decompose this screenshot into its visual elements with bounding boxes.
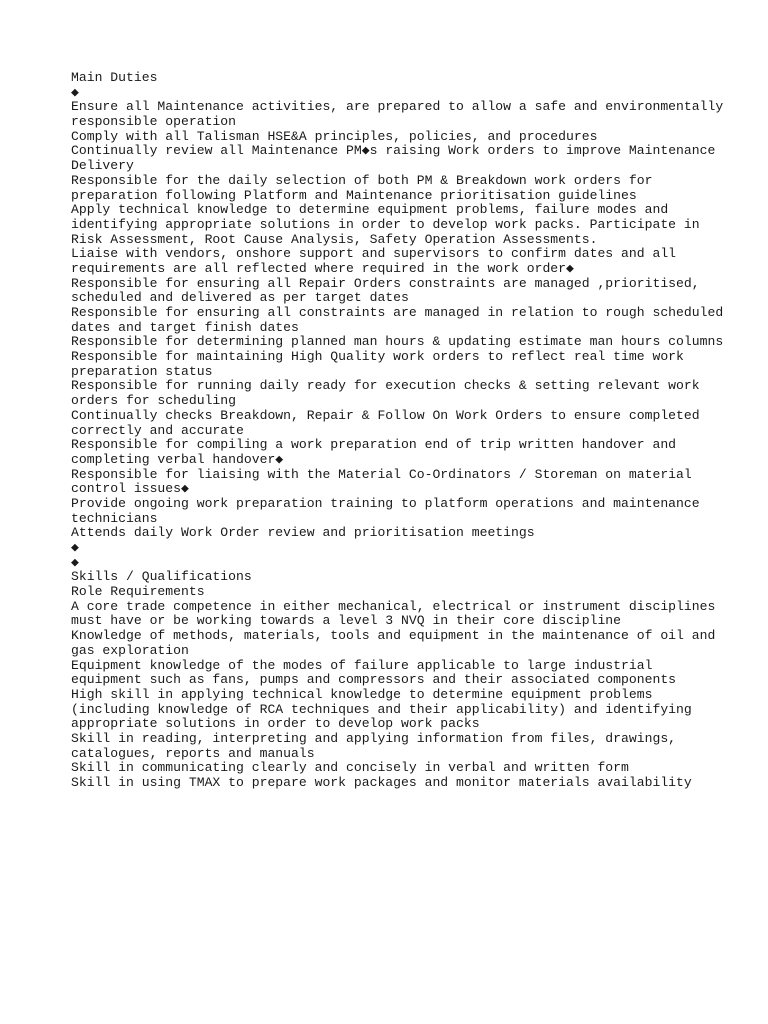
text-line: Comply with all Talisman HSE&A principles, policies, and procedures — [71, 128, 598, 144]
section-heading-skills-qualifications: Skills / Qualifications — [71, 569, 252, 585]
text-line: appropriate solutions in order to develop work packs — [71, 716, 480, 732]
text-line: Responsible for compiling a work preparation end of trip written handover and — [71, 437, 677, 453]
text-line: Apply technical knowledge to determine equipment problems, failure modes and — [71, 202, 669, 218]
text-line: dates and target finish dates — [71, 319, 299, 335]
text-line: Equipment knowledge of the modes of failure applicable to large industrial — [71, 657, 653, 673]
text-line: Provide ongoing work preparation training to platform operations and maintenance — [71, 495, 700, 511]
text-line: Continually checks Breakdown, Repair & Follow On Work Orders to ensure completed — [71, 407, 700, 423]
document-body — [71, 71, 731, 791]
text-line: Liaise with vendors, onshore support and supervisors to confirm dates and all — [71, 246, 677, 262]
text-line: Responsible for the daily selection of both PM & Breakdown work orders for — [71, 172, 653, 188]
text-line: ◆ — [71, 554, 79, 570]
text-line: scheduled and delivered as per target dates — [71, 290, 409, 306]
section-heading-main-duties: Main Duties — [71, 70, 158, 85]
text-line: Skill in using TMAX to prepare work packages and monitor materials availability — [71, 775, 692, 790]
text-line: Responsible for ensuring all Repair Orders constraints are managed ,prioritised, — [71, 275, 700, 291]
text-line: ◆ — [71, 84, 79, 100]
text-line: Skill in communicating clearly and concisely in verbal and written form — [71, 760, 629, 776]
text-line: Continually review all Maintenance PM◆s raising Work orders to improve Maintenance — [71, 143, 716, 159]
text-line: gas exploration — [71, 642, 189, 658]
text-line: preparation following Platform and Maintenance prioritisation guidelines — [71, 187, 637, 203]
text-line: Risk Assessment, Root Cause Analysis, Safety Operation Assessments. — [71, 231, 598, 247]
text-line: High skill in applying technical knowledge to determine equipment problems — [71, 686, 653, 702]
text-line: Responsible for determining planned man hours & updating estimate man hours columns — [71, 334, 724, 350]
text-line: preparation status — [71, 363, 213, 379]
text-line: Skill in reading, interpreting and applying information from files, drawings, — [71, 730, 677, 746]
text-line: Responsible for liaising with the Material Co-Ordinators / Storeman on material — [71, 466, 692, 482]
text-line: catalogues, reports and manuals — [71, 745, 315, 761]
text-line: orders for scheduling — [71, 393, 237, 409]
text-line: Ensure all Maintenance activities, are prepared to allow a safe and environmentally — [71, 99, 724, 115]
section-heading-role-requirements: Role Requirements — [71, 584, 205, 600]
text-line: (including knowledge of RCA techniques and their applicability) and identifying — [71, 701, 692, 717]
text-line: A core trade competence in either mechanical, electrical or instrument disciplines — [71, 598, 716, 614]
text-line: requirements are all reflected where required in the work order◆ — [71, 260, 574, 276]
text-line: Responsible for ensuring all constraints are managed in relation to rough scheduled — [71, 305, 724, 320]
text-line: responsible operation — [71, 114, 237, 130]
text-line: identifying appropriate solutions in order to develop work packs. Participate in — [71, 216, 700, 232]
text-line: control issues◆ — [71, 481, 189, 497]
text-line: completing verbal handover◆ — [71, 451, 284, 467]
text-line: must have or be working towards a level 3 NVQ in their core discipline — [71, 613, 622, 629]
text-line: equipment such as fans, pumps and compressors and their associated components — [71, 672, 677, 688]
text-line: technicians — [71, 510, 158, 526]
text-line: Knowledge of methods, materials, tools and equipment in the maintenance of oil and — [71, 628, 716, 644]
text-line: ◆ — [71, 540, 79, 555]
text-line: correctly and accurate — [71, 422, 244, 438]
text-line: Responsible for maintaining High Quality work orders to reflect real time work — [71, 349, 684, 365]
text-line: Responsible for running daily ready for execution checks & setting relevant work — [71, 378, 700, 394]
text-line: Attends daily Work Order review and prioritisation meetings — [71, 525, 535, 541]
text-line: Delivery — [71, 158, 134, 174]
